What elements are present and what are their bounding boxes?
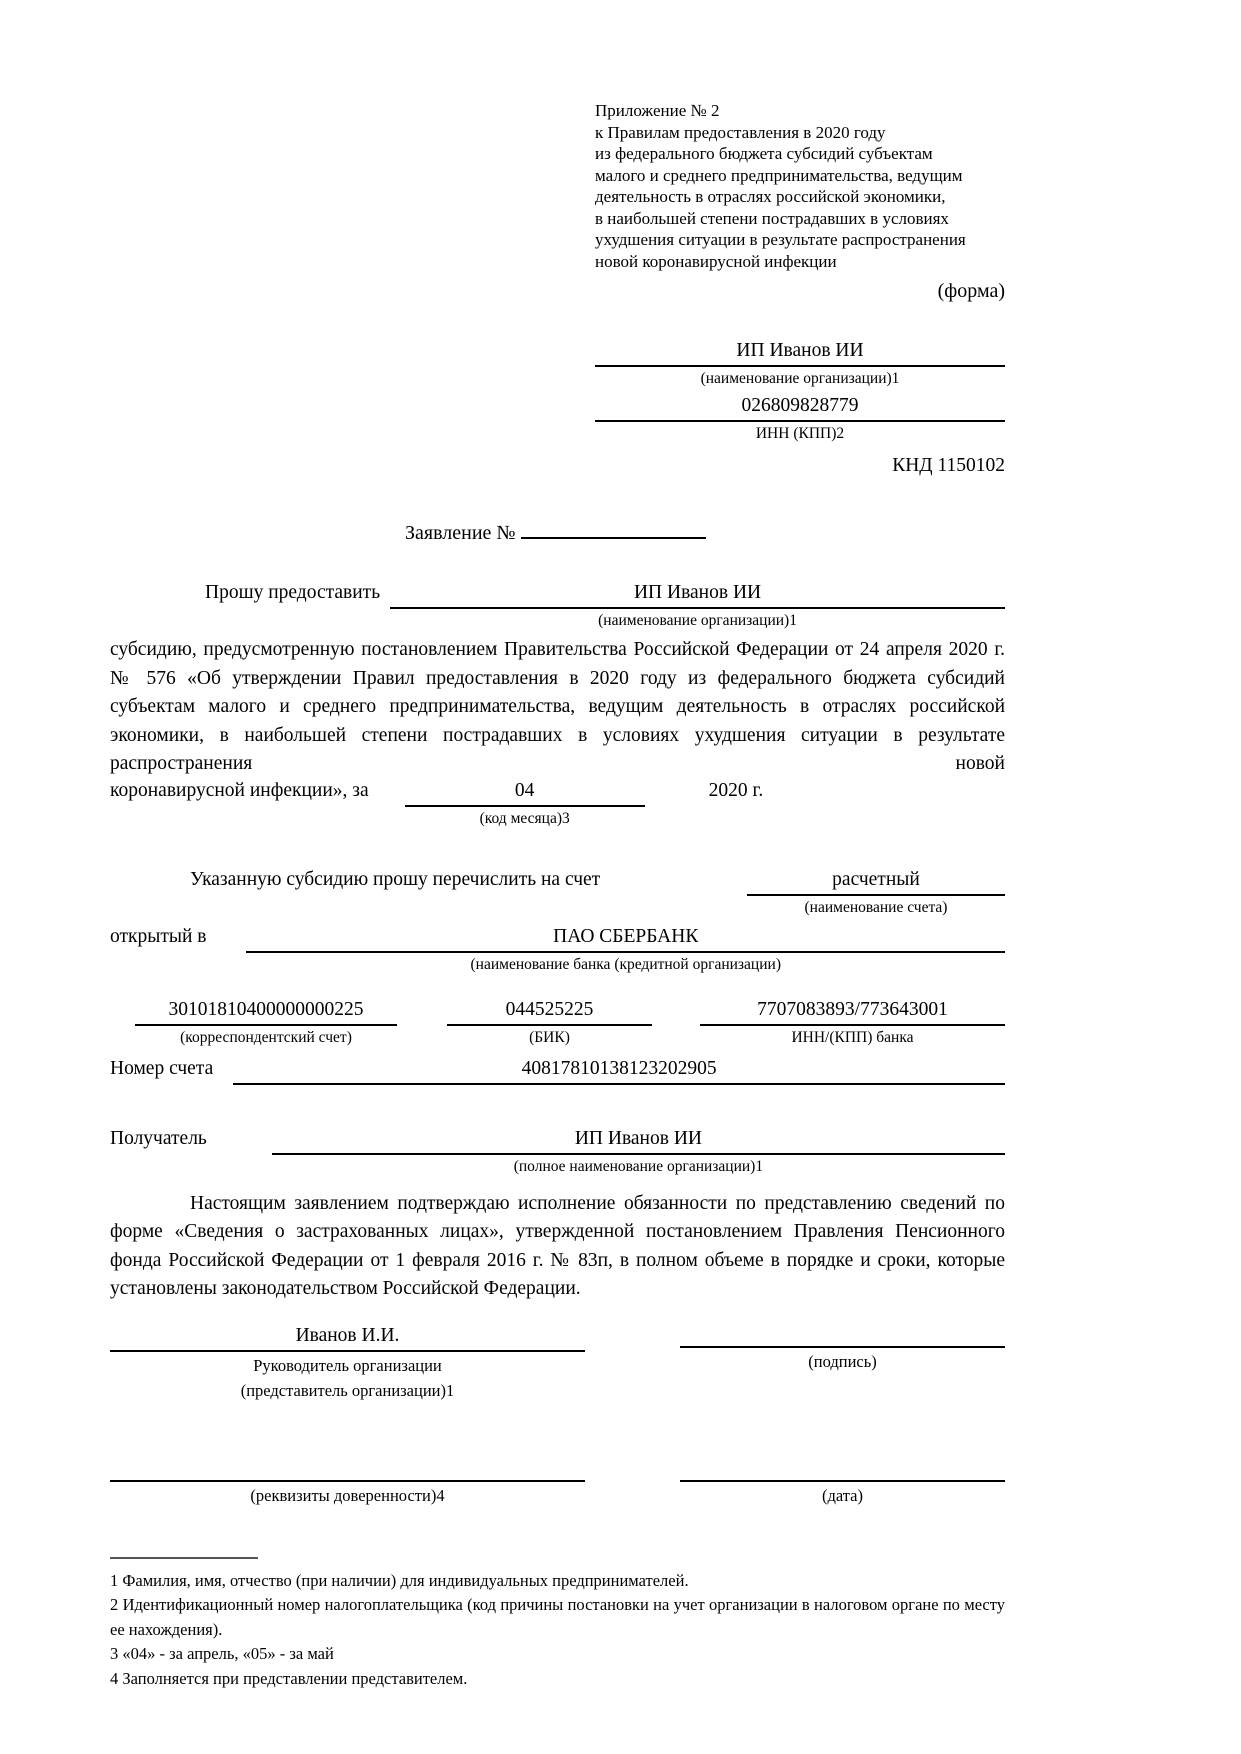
account-number-label: Номер счета	[110, 1057, 214, 1079]
footnote-2: 2 Идентификационный номер налогоплательщика (код причины постановки на учет организации в налоговом органе по месту ее нахождения).	[110, 1595, 1005, 1639]
bank-name-value: ПАО СБЕРБАНК	[246, 925, 1005, 953]
signature-column	[680, 1324, 1005, 1402]
footnote-1: 1 Фамилия, имя, отчество (при наличии) для индивидуальных предпринимателей.	[110, 1570, 689, 1590]
recipient-label: Получатель	[110, 1127, 207, 1149]
account-type-caption: (наименование счета)	[804, 898, 948, 916]
bik-value: 044525225	[447, 998, 652, 1026]
bank-details-row	[110, 998, 1005, 1047]
recipient-caption: (полное наименование организации)1	[513, 1157, 764, 1175]
signature-caption: (подпись)	[808, 1351, 877, 1371]
month-code-field	[405, 779, 645, 828]
confirmation-paragraph: Настоящим заявлением подтверждаю исполнение обязанности по представлению сведений по форме «Сведения о застрахованных лицах», утвержденной постановлением Правления Пенсионного фонда Российской Федерации от 1 февраля 2016 г. № 83п, в полном объеме в порядке и сроки, которые установлены законодательством Российской Федерации.	[110, 1192, 1005, 1299]
appendix-header-line: малого и среднего предпринимательства, ведущим	[595, 165, 963, 185]
request-org-caption: (наименование организации)1	[598, 612, 797, 629]
proxy-caption: (реквизиты доверенности)4	[250, 1485, 445, 1505]
appendix-header-line: к Правилам предоставления в 2020 году	[595, 122, 886, 142]
proxy-column	[110, 1458, 585, 1507]
bik-field	[447, 998, 652, 1047]
appendix-header-line: ухудшения ситуации в результате распространения	[595, 230, 966, 249]
recipient-name: ИП Иванов ИИ	[272, 1127, 1005, 1155]
inn-field: 026809828779	[595, 394, 1005, 422]
month-code-caption: (код месяца)3	[479, 809, 570, 827]
request-org-name: ИП Иванов ИИ	[390, 581, 1005, 609]
appendix-header-line: деятельность в отраслях российской экономики,	[595, 187, 946, 206]
bank-inn-field	[700, 998, 1005, 1047]
knd-code: КНД 1150102	[892, 455, 1005, 476]
appendix-header-line: в наибольшей степени пострадавших в условиях	[595, 208, 949, 228]
account-number-field	[233, 1057, 1005, 1085]
corr-account-field	[135, 998, 397, 1047]
month-code-value: 04	[405, 779, 645, 807]
signer-caption-2: (представитель организации)1	[240, 1380, 455, 1400]
bank-name-caption: (наименование банка (кредитной организации)	[470, 955, 781, 973]
footnote-separator	[110, 1557, 258, 1559]
footnote-4: 4 Заполняется при представлении представителем.	[110, 1668, 468, 1688]
subsidy-paragraph-last-line: коронавирусной инфекции», за	[110, 779, 369, 801]
date-column	[680, 1458, 1005, 1507]
year-label: 2020 г.	[708, 779, 764, 801]
account-number-row	[110, 1057, 1005, 1085]
appendix-header	[595, 100, 1005, 272]
signer-name: Иванов И.И.	[110, 1324, 585, 1352]
account-type-field	[747, 868, 1005, 917]
appendix-header-line: из федерального бюджета субсидий субъектам	[595, 144, 933, 163]
account-type-row	[110, 868, 1005, 917]
subsidy-paragraph: субсидию, предусмотренную постановлением Правительства Российской Федерации от 24 апреля 2020 г. № 576 «Об утверждении Правил предоставления в 2020 году из федерального бюджета субсидий субъектам малого и среднего предпринимательства, ведущим деятельность в отраслях российской экономики, в наибольшей степени пострадавших в условиях ухудшения ситуации в результате распространения новой	[110, 639, 1005, 774]
forma-label: (форма)	[937, 280, 1005, 302]
proxy-date-row	[110, 1458, 1005, 1507]
org-name-field: ИП Иванов ИИ	[595, 339, 1005, 367]
org-name-caption: (наименование организации)1	[700, 370, 900, 387]
account-number-value: 40817810138123202905	[233, 1057, 1005, 1085]
request-lead: Прошу предоставить	[205, 582, 381, 603]
corr-account-value: 30101810400000000225	[135, 998, 397, 1026]
bik-caption: (БИК)	[529, 1028, 570, 1046]
appendix-header-line: новой коронавирусной инфекции	[595, 251, 837, 271]
corr-account-caption: (корреспондентский счет)	[180, 1028, 352, 1046]
bank-row	[110, 925, 1005, 974]
application-number-blank	[521, 519, 706, 539]
date-caption: (дата)	[821, 1485, 864, 1505]
signer-column	[110, 1324, 585, 1402]
account-type-value: расчетный	[747, 868, 1005, 896]
bank-name-field	[246, 925, 1005, 974]
inn-caption: ИНН (КПП)2	[755, 425, 845, 442]
signature-row	[110, 1324, 1005, 1402]
footnotes	[110, 1569, 1005, 1692]
recipient-row	[110, 1127, 1005, 1176]
bank-inn-caption: ИНН/(КПП) банка	[791, 1028, 914, 1046]
document-title	[405, 519, 1005, 545]
appendix-header-line: Приложение № 2	[595, 101, 720, 120]
document-title-label: Заявление №	[405, 522, 516, 544]
signer-caption-1: Руководитель организации	[253, 1355, 442, 1375]
bank-inn-value: 7707083893/773643001	[700, 998, 1005, 1026]
account-lead: Указанную субсидию прошу перечислить на счет	[190, 868, 601, 890]
opened-in-label: открытый в	[110, 925, 207, 947]
month-row	[110, 779, 1005, 828]
signature-blank	[680, 1324, 1005, 1348]
footnote-3: 3 «04» - за апрель, «05» - за май	[110, 1644, 334, 1663]
recipient-field	[272, 1127, 1005, 1176]
org-identification-block	[595, 339, 1005, 477]
request-row	[110, 581, 1005, 630]
request-org-field	[390, 581, 1005, 630]
date-blank	[680, 1458, 1005, 1482]
proxy-blank	[110, 1458, 585, 1482]
